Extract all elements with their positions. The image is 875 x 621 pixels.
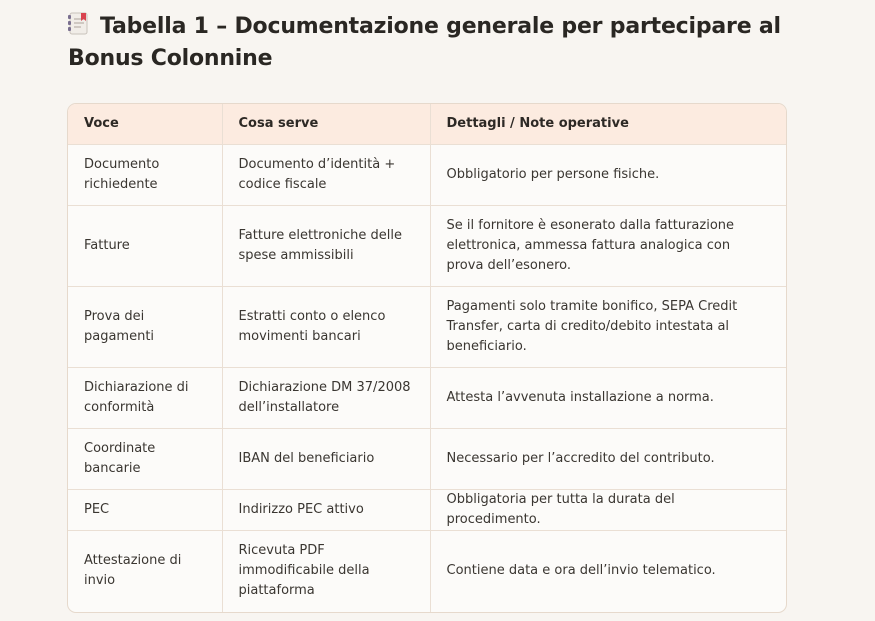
cell-voce: Attestazione di invio	[68, 531, 222, 612]
documentation-table	[67, 103, 787, 613]
table-header-row	[68, 104, 786, 145]
table-row	[68, 368, 786, 429]
cell-voce: Dichiarazione di conformità	[68, 368, 222, 429]
cell-voce: Prova dei pagamenti	[68, 287, 222, 368]
table-row	[68, 531, 786, 612]
bookmark-document-icon	[68, 12, 90, 36]
cell-cosa-serve: Ricevuta PDF immodificabile della piattaforma	[222, 531, 430, 612]
page-title	[68, 11, 788, 75]
cell-note: Obbligatorio per persone fisiche.	[430, 145, 786, 206]
cell-voce: PEC	[68, 490, 222, 531]
cell-note: Obbligatoria per tutta la durata del procedimento.	[430, 490, 786, 531]
table-row	[68, 206, 786, 287]
cell-cosa-serve: Fatture elettroniche delle spese ammissibili	[222, 206, 430, 287]
cell-cosa-serve: Indirizzo PEC attivo	[222, 490, 430, 531]
column-header-cosa-serve: Cosa serve	[222, 104, 430, 145]
column-header-dettagli: Dettagli / Note operative	[430, 104, 786, 145]
cell-note: Contiene data e ora dell’invio telematico.	[446, 563, 716, 579]
table-row	[68, 429, 786, 490]
column-header-voce: Voce	[68, 104, 222, 145]
table-row	[68, 287, 786, 368]
table-row	[68, 145, 786, 206]
cell-cosa-serve: IBAN del beneficiario	[222, 429, 430, 490]
cell-voce: Fatture	[68, 206, 222, 287]
cell-note: Necessario per l’accredito del contributo.	[430, 429, 786, 490]
cell-cosa-serve: Estratti conto o elenco movimenti bancari	[222, 287, 430, 368]
cell-voce: Coordinate bancarie	[68, 429, 222, 490]
table-row	[68, 490, 786, 531]
cell-cosa-serve: Dichiarazione DM 37/2008 dell’installatore	[222, 368, 430, 429]
cell-cosa-serve: Documento d’identità + codice fiscale	[222, 145, 430, 206]
page-title-text: Tabella 1 – Documentazione generale per partecipare al Bonus Colonnine	[68, 14, 781, 71]
cell-note: Pagamenti solo tramite bonifico, SEPA Credit Transfer, carta di credito/debito intestata al beneficiario.	[430, 287, 786, 368]
cell-note: Attesta l’avvenuta installazione a norma.	[430, 368, 786, 429]
cell-voce: Documento richiedente	[68, 145, 222, 206]
cell-note: Se il fornitore è esonerato dalla fatturazione elettronica, ammessa fattura analogica con prova dell’esonero.	[430, 206, 786, 287]
